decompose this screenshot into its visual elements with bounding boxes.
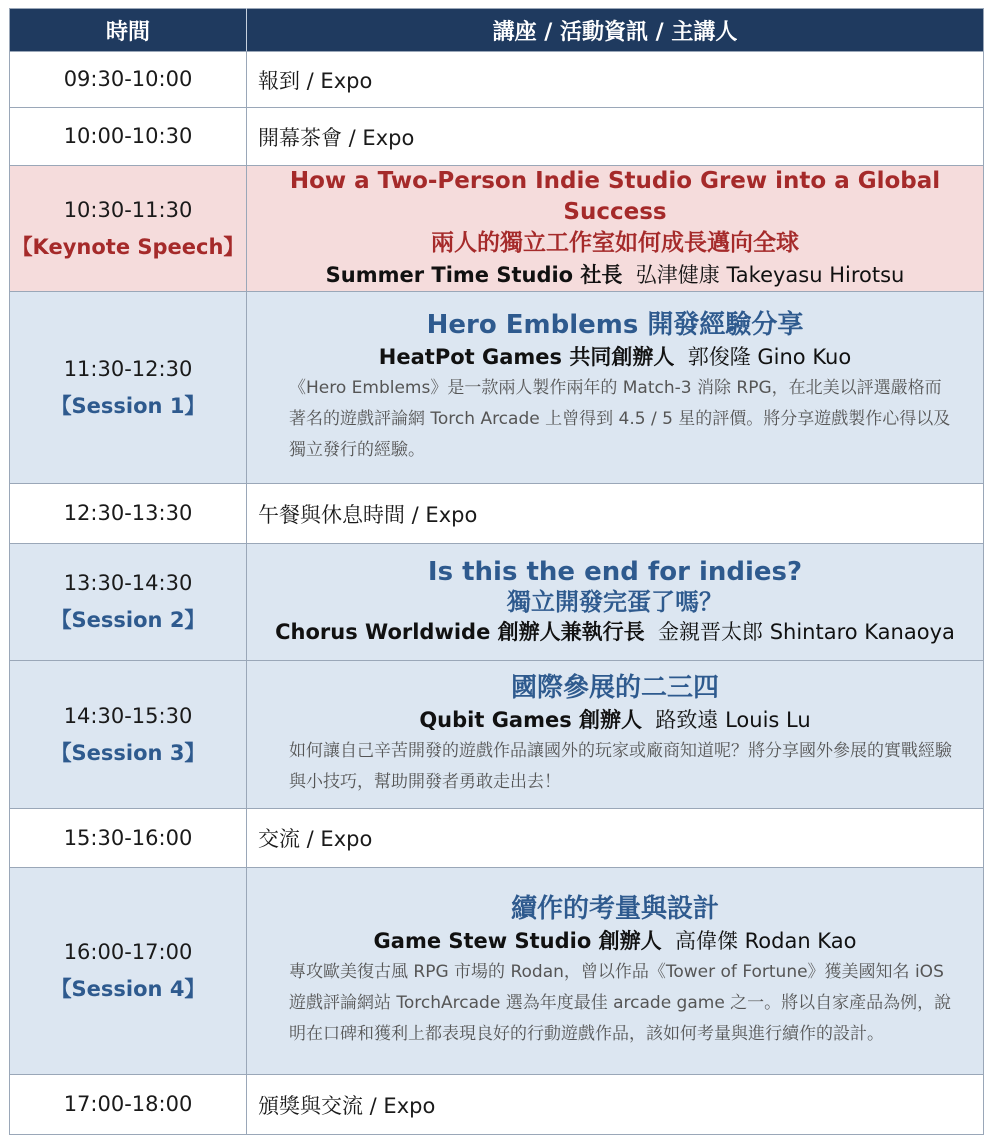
activity-cell: 午餐與休息時間 / Expo	[247, 484, 984, 544]
session-tag: 【Keynote Speech】	[11, 234, 245, 259]
session-description: 如何讓自己辛苦開發的遊戲作品讓國外的玩家或廠商知道呢？將分享國外參展的實戰經驗與小技巧，幫助開發者勇敢走出去！	[289, 740, 952, 792]
session-description: 《Hero Emblems》是一款兩人製作兩年的 Match-3 消除 RPG，在北美以評選嚴格而著名的遊戲評論網 Torch Arcade 上曾得到 4.5 / 5 星的評價。將分享遊戲製作心得以及獨立發行的經驗。	[289, 378, 951, 460]
session-title-en: Is this the end for indies?	[427, 557, 803, 587]
speaker	[247, 341, 983, 373]
time-cell: 17:00-18:00	[10, 1075, 247, 1135]
speaker-name: 高偉傑 Rodan Kao	[674, 928, 857, 953]
session-title: 續作的考量與設計	[510, 893, 719, 924]
session-cell	[247, 292, 984, 484]
session-tag: 【Session 3】	[50, 740, 206, 765]
session-cell	[247, 166, 984, 292]
table-row	[10, 484, 984, 544]
session-cell	[247, 868, 984, 1075]
session-cell	[247, 544, 984, 661]
time-range: 10:30-11:30	[63, 197, 193, 222]
schedule-table	[9, 8, 984, 1135]
header-row	[10, 9, 984, 52]
session-title-zh: 獨立開發完蛋了嗎？	[507, 588, 723, 616]
speaker	[247, 925, 983, 957]
session-description: 專攻歐美復古風 RPG 市場的 Rodan，曾以作品《Tower of Fortune》獲美國知名 iOS 遊戲評論網站 TorchArcade 選為年度最佳 arcade game 之一。將以自家產品為例，說明在口碑和獲利上都表現良好的行動遊戲作品，該如何考量與進行續作的設計。	[289, 961, 952, 1044]
time-cell	[10, 166, 247, 292]
session-title-zh: 兩人的獨立工作室如何成長邁向全球	[431, 230, 799, 256]
table-row	[10, 868, 984, 1075]
activity-cell: 開幕茶會 / Expo	[247, 108, 984, 166]
speaker-name: 郭俊隆 Gino Kuo	[687, 345, 852, 369]
time-cell	[10, 292, 247, 484]
table-row	[10, 108, 984, 166]
time-cell	[10, 544, 247, 661]
time-cell: 12:30-13:30	[10, 484, 247, 544]
speaker	[247, 259, 983, 291]
time-cell	[10, 661, 247, 809]
time-cell: 10:00-10:30	[10, 108, 247, 166]
activity-cell: 交流 / Expo	[247, 809, 984, 868]
time-cell: 15:30-16:00	[10, 809, 247, 868]
speaker-org: HeatPot Games 共同創辦人	[378, 345, 675, 369]
table-row	[10, 661, 984, 809]
speaker-name: 金親晋太郎 Shintaro Kanaoya	[658, 620, 955, 644]
session-title-en: How a Two-Person Indie Studio Grew into a Global Success	[289, 168, 941, 225]
activity-cell: 頒獎與交流 / Expo	[247, 1075, 984, 1135]
table-row	[10, 166, 984, 292]
speaker-org: Summer Time Studio 社長	[325, 263, 623, 287]
table-row	[10, 52, 984, 108]
table-row	[10, 292, 984, 484]
header-info: 講座 / 活動資訊 / 主講人	[247, 9, 984, 52]
speaker	[247, 704, 983, 736]
activity-cell: 報到 / Expo	[247, 52, 984, 108]
speaker-name: 弘津健康 Takeyasu Hirotsu	[635, 263, 905, 287]
table-row	[10, 544, 984, 661]
speaker-org: Chorus Worldwide 創辦人兼執行長	[275, 620, 645, 644]
speaker-org: Game Stew Studio 創辦人	[373, 928, 662, 953]
session-title: 國際參展的二三四	[510, 672, 719, 703]
time-cell: 09:30-10:00	[10, 52, 247, 108]
session-title: Hero Emblems 開發經驗分享	[426, 310, 804, 340]
table-row	[10, 1075, 984, 1135]
session-tag: 【Session 2】	[50, 608, 206, 632]
time-range: 11:30-12:30	[63, 356, 193, 381]
time-range: 14:30-15:30	[63, 703, 193, 728]
speaker-name: 路致遠 Louis Lu	[655, 707, 811, 732]
session-cell	[247, 661, 984, 809]
time-range: 16:00-17:00	[63, 940, 193, 964]
session-tag: 【Session 1】	[50, 393, 206, 418]
time-cell	[10, 868, 247, 1075]
session-tag: 【Session 4】	[50, 977, 206, 1001]
table-row	[10, 809, 984, 868]
speaker	[247, 616, 983, 648]
speaker-org: Qubit Games 創辦人	[419, 707, 643, 732]
header-time: 時間	[10, 9, 247, 52]
time-range: 13:30-14:30	[63, 571, 193, 595]
